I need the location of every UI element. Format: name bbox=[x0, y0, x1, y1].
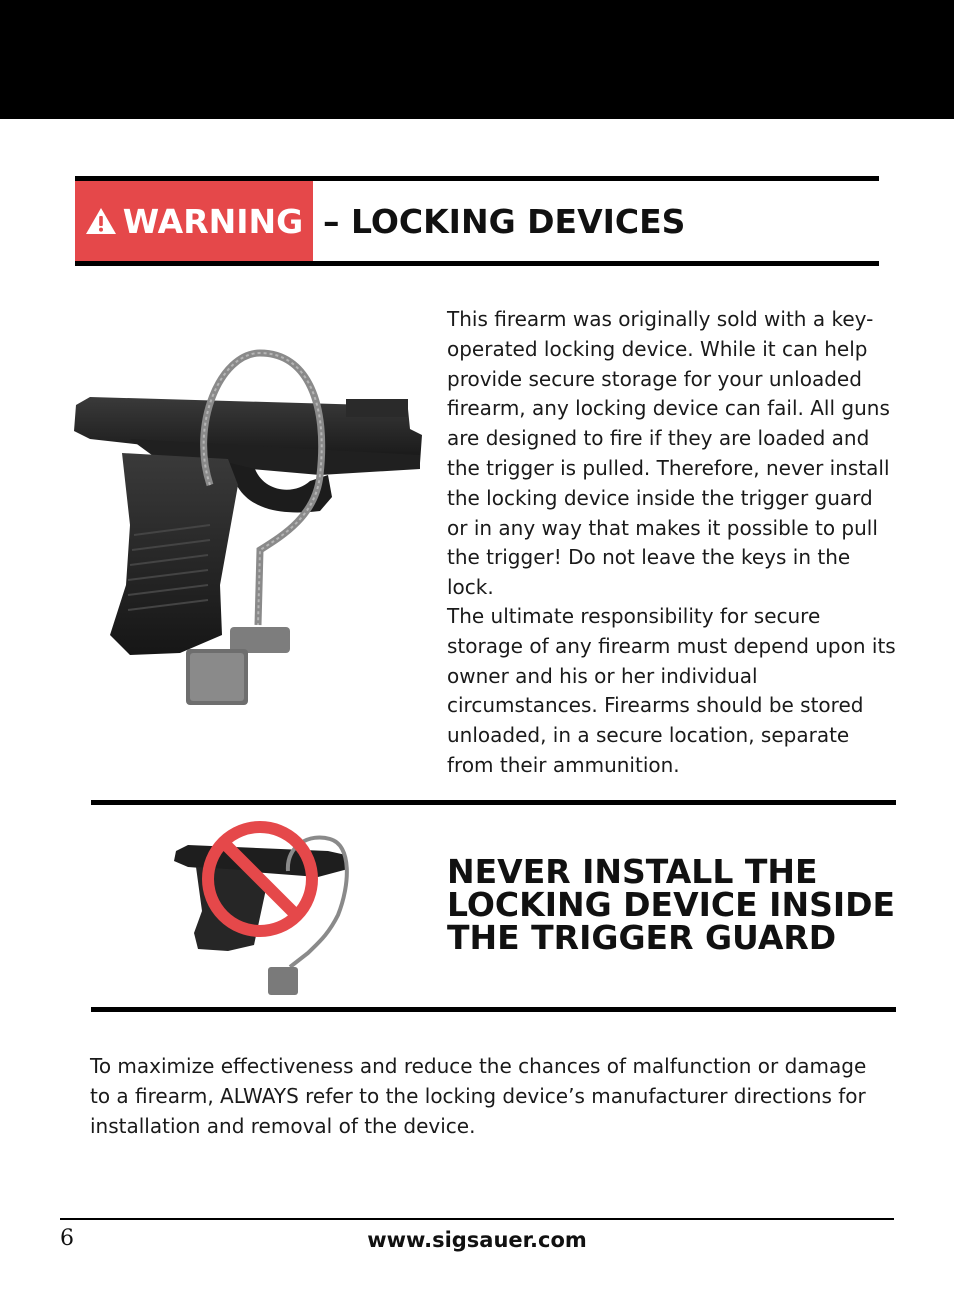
section-title: – LOCKING DEVICES bbox=[323, 201, 686, 241]
never-install-heading: NEVER INSTALL THE LOCKING DEVICE INSIDE THE TRIGGER GUARD bbox=[447, 852, 896, 957]
warning-label: WARNING bbox=[122, 201, 304, 241]
paragraph-responsibility: The ultimate responsibility for secure storage of any firearm must depend upon its owner and his or her individual circumstances. Firearms should be stored unloaded, in a secure location, separate from their ammunition. bbox=[447, 604, 896, 777]
prohibited-pistol-illustration bbox=[168, 815, 358, 997]
footer-rule bbox=[60, 1218, 894, 1220]
page-number: 6 bbox=[60, 1226, 74, 1251]
manufacturer-directions-paragraph: To maximize effectiveness and reduce the chances of malfunction or damage to a firearm, ALWAYS refer to the locking device’s manufacturer directions for installation and removal of the device. bbox=[90, 1054, 867, 1138]
callout-bottom-rule bbox=[91, 1007, 896, 1012]
top-black-bar bbox=[0, 0, 954, 119]
website-url: www.sigsauer.com bbox=[367, 1228, 587, 1252]
warning-bottom-rule bbox=[75, 261, 879, 266]
warning-triangle-icon bbox=[85, 207, 117, 235]
paragraph-locking-device: This firearm was originally sold with a key-operated locking device. While it can help provide secure storage for your unloaded firearm, any locking device can fail. All guns are designed to fire if they are loaded and the trigger is pulled. Therefore, never install the locking device inside the trigger guard or in any way that makes it possible to pull the trigger! Do not leave the keys in the lock. bbox=[447, 307, 890, 600]
warning-badge bbox=[75, 181, 313, 261]
pistol-with-cable-lock-photo bbox=[70, 335, 422, 707]
callout-top-rule bbox=[91, 800, 896, 805]
